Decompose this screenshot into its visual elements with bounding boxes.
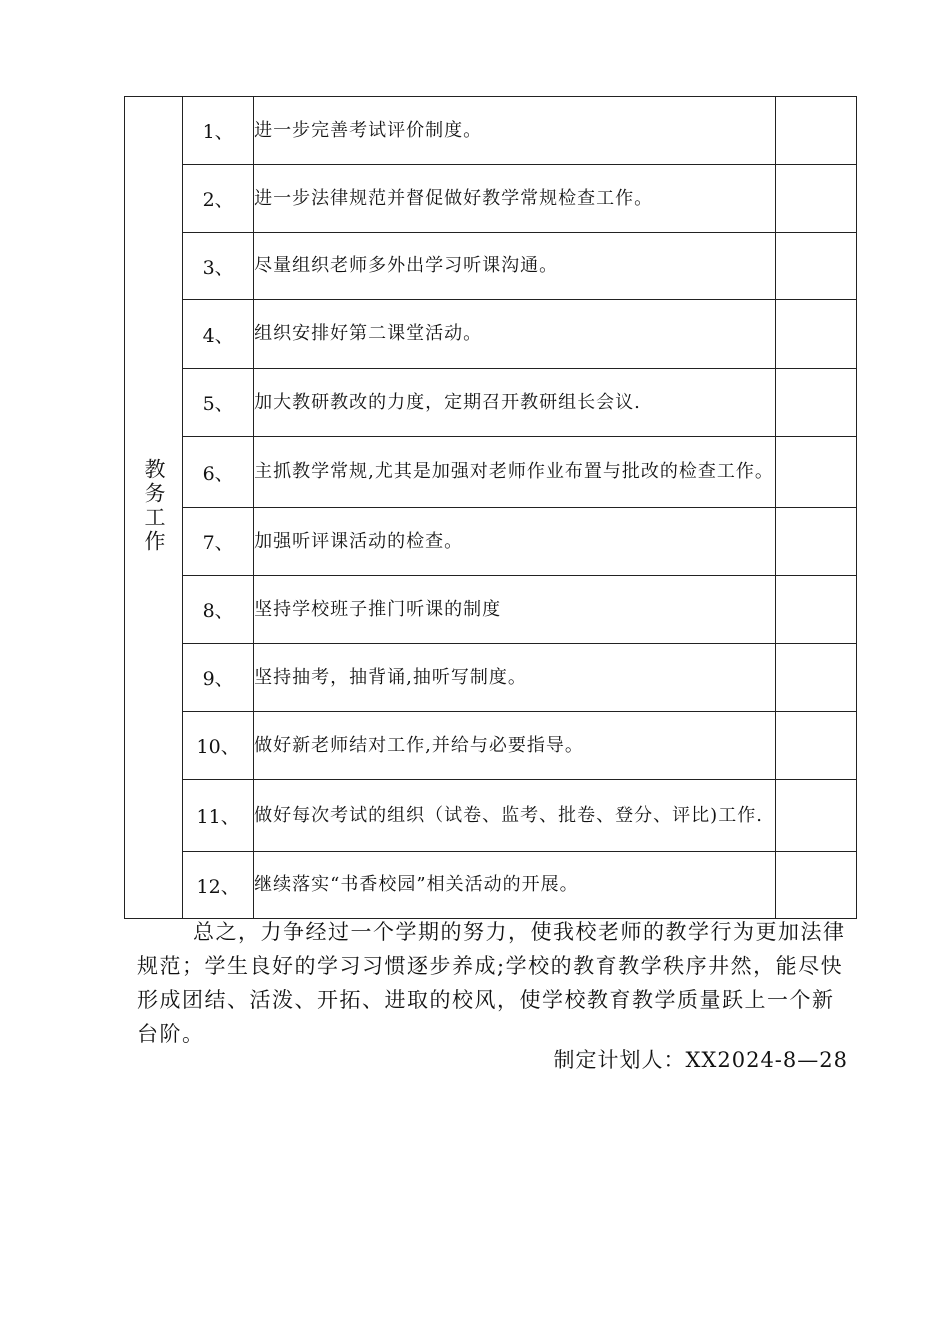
- row-content: 坚持学校班子推门听课的制度: [254, 576, 776, 644]
- table-row: [125, 369, 857, 437]
- row-empty-cell: [775, 576, 856, 644]
- row-empty-cell: [775, 712, 856, 780]
- row-number: 4、: [183, 300, 254, 369]
- row-content: 主抓教学常规,尤其是加强对老师作业布置与批改的检查工作。: [254, 437, 776, 508]
- table-row: [125, 644, 857, 712]
- table-row: [125, 712, 857, 780]
- summary-paragraph: 总之，力争经过一个学期的努力，使我校老师的教学行为更加法律规范；学生良好的学习习惯逐步养成;学校的教育教学秩序井然，能尽快形成团结、活泼、开拓、进取的校风，使学校教育教学质量跃上一个新台阶。: [137, 920, 846, 1046]
- row-content: 尽量组织老师多外出学习听课沟通。: [254, 233, 776, 300]
- row-empty-cell: [775, 508, 856, 576]
- row-number: 12、: [183, 852, 254, 919]
- row-empty-cell: [775, 852, 856, 919]
- row-content: 进一步法律规范并督促做好教学常规检查工作。: [254, 165, 776, 233]
- plan-table: [124, 96, 857, 919]
- signature-line: 制定计划人：XX2024-8—28: [553, 1048, 848, 1072]
- row-content: 进一步完善考试评价制度。: [254, 97, 776, 165]
- table-row: [125, 852, 857, 919]
- row-empty-cell: [775, 644, 856, 712]
- row-number: 11、: [183, 780, 254, 852]
- row-content: 组织安排好第二课堂活动。: [254, 300, 776, 369]
- row-empty-cell: [775, 300, 856, 369]
- row-empty-cell: [775, 369, 856, 437]
- table-row: [125, 780, 857, 852]
- table-row: [125, 437, 857, 508]
- row-number: 5、: [183, 369, 254, 437]
- table-row: [125, 300, 857, 369]
- row-content: 做好新老师结对工作,并给与必要指导。: [254, 712, 776, 780]
- category-cell: [125, 97, 183, 919]
- row-content: 加大教研教改的力度，定期召开教研组长会议.: [254, 369, 776, 437]
- row-content: 做好每次考试的组织（试卷、监考、批卷、登分、评比)工作.: [254, 780, 776, 852]
- row-number: 9、: [183, 644, 254, 712]
- row-number: 1、: [183, 97, 254, 165]
- row-content: 加强听评课活动的检查。: [254, 508, 776, 576]
- row-empty-cell: [775, 780, 856, 852]
- category-label: 教务工作: [142, 457, 167, 554]
- row-content: 坚持抽考，抽背诵,抽听写制度。: [254, 644, 776, 712]
- table-row: [125, 508, 857, 576]
- table-row: [125, 576, 857, 644]
- table-row: [125, 97, 857, 165]
- row-number: 6、: [183, 437, 254, 508]
- row-empty-cell: [775, 437, 856, 508]
- table-row: [125, 165, 857, 233]
- row-content: 继续落实“书香校园”相关活动的开展。: [254, 852, 776, 919]
- row-empty-cell: [775, 233, 856, 300]
- table-row: [125, 233, 857, 300]
- row-number: 2、: [183, 165, 254, 233]
- row-empty-cell: [775, 97, 856, 165]
- row-number: 8、: [183, 576, 254, 644]
- row-number: 10、: [183, 712, 254, 780]
- row-number: 3、: [183, 233, 254, 300]
- row-number: 7、: [183, 508, 254, 576]
- row-empty-cell: [775, 165, 856, 233]
- plan-table-body: [125, 97, 857, 919]
